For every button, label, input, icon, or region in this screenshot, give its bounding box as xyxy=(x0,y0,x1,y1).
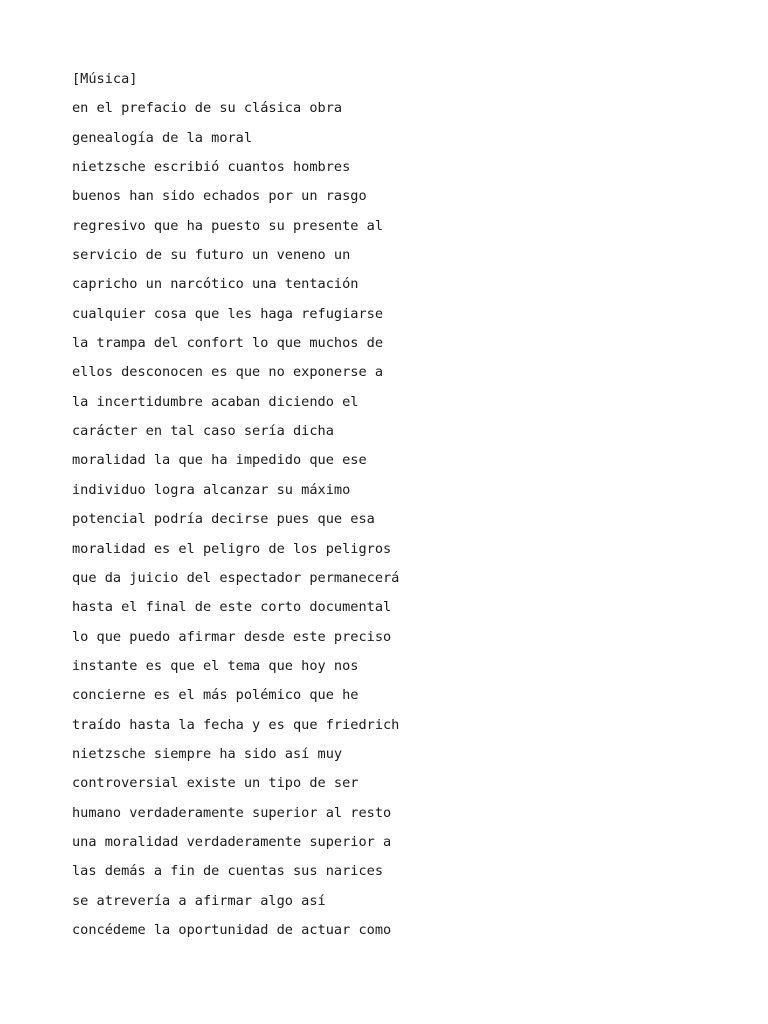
transcript-line: que da juicio del espectador permanecerá xyxy=(72,569,400,586)
transcript-line: controversial existe un tipo de ser xyxy=(72,775,359,792)
transcript-line: servicio de su futuro un veneno un xyxy=(72,247,351,264)
transcript-line: traído hasta la fecha y es que friedrich xyxy=(72,716,400,733)
transcript-line: nietzsche escribió cuantos hombres xyxy=(72,159,351,176)
transcript-line: capricho un narcótico una tentación xyxy=(72,276,359,293)
transcript-text xyxy=(72,69,399,949)
transcript-line: ellos desconocen es que no exponerse a xyxy=(72,364,383,381)
transcript-line: la incertidumbre acaban diciendo el xyxy=(72,393,359,410)
transcript-line: concierne es el más polémico que he xyxy=(72,687,359,704)
transcript-line: en el prefacio de su clásica obra xyxy=(72,100,343,117)
transcript-line: carácter en tal caso sería dicha xyxy=(72,423,334,440)
transcript-line: moralidad es el peligro de los peligros xyxy=(72,540,392,557)
transcript-line: potencial podría decirse pues que esa xyxy=(72,511,375,528)
transcript-line: individuo logra alcanzar su máximo xyxy=(72,481,351,498)
transcript-line: concédeme la oportunidad de actuar como xyxy=(72,921,392,938)
transcript-line: instante es que el tema que hoy nos xyxy=(72,657,359,674)
transcript-line: humano verdaderamente superior al resto xyxy=(72,804,392,821)
transcript-line: nietzsche siempre ha sido así muy xyxy=(72,745,343,762)
transcript-line: las demás a fin de cuentas sus narices xyxy=(72,863,383,880)
transcript-line: cualquier cosa que les haga refugiarse xyxy=(72,305,383,322)
transcript-line: una moralidad verdaderamente superior a xyxy=(72,833,392,850)
transcript-line: se atrevería a afirmar algo así xyxy=(72,892,326,909)
transcript-line: lo que puedo afirmar desde este preciso xyxy=(72,628,392,645)
transcript-line: genealogía de la moral xyxy=(72,129,253,146)
transcript-line: moralidad la que ha impedido que ese xyxy=(72,452,367,469)
transcript-line: hasta el final de este corto documental xyxy=(72,599,392,616)
transcript-line: buenos han sido echados por un rasgo xyxy=(72,188,367,205)
transcript-line: la trampa del confort lo que muchos de xyxy=(72,335,383,352)
transcript-line: regresivo que ha puesto su presente al xyxy=(72,217,383,234)
transcript-line: [Música] xyxy=(72,71,138,87)
